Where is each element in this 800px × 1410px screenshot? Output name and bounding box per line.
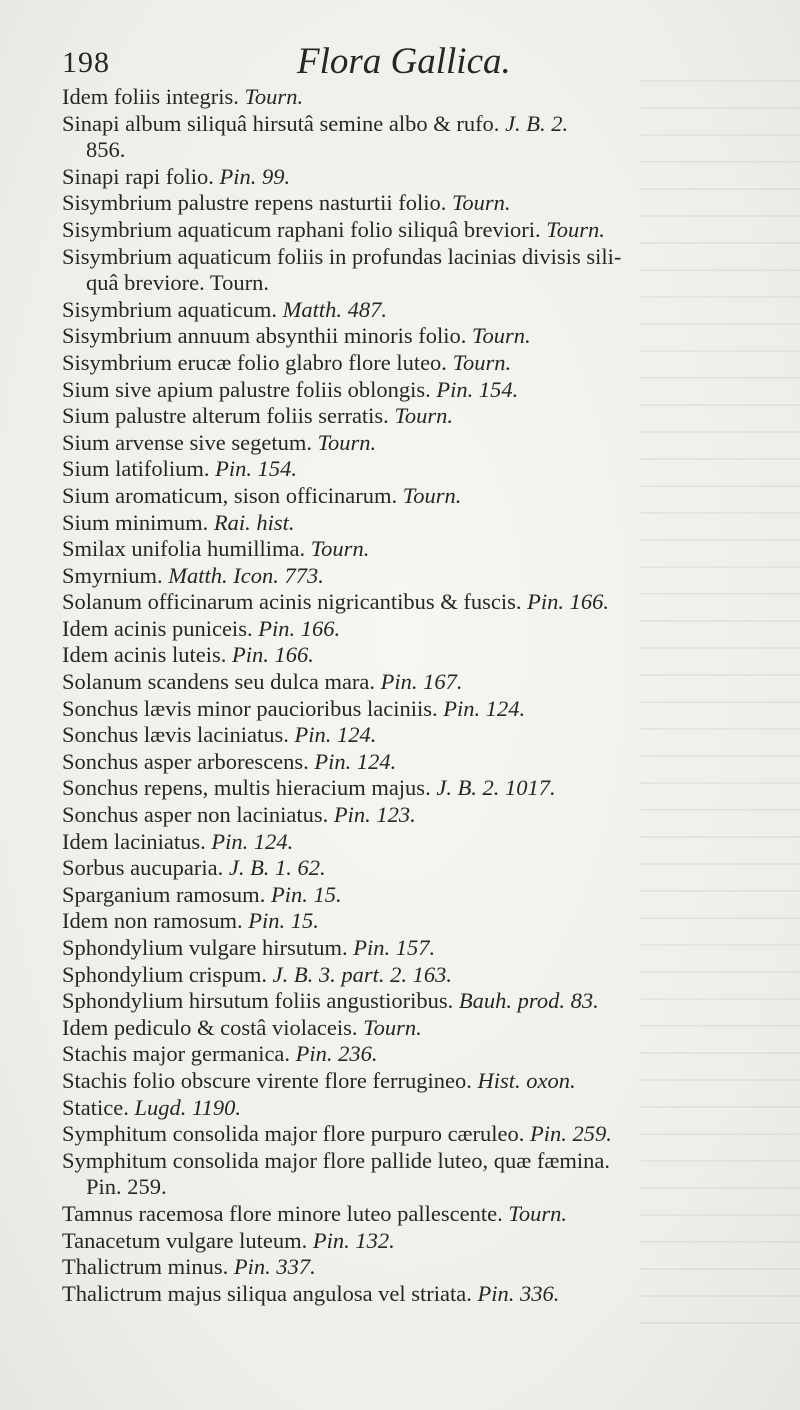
entry-reference: Pin. 259. (530, 1121, 612, 1147)
entry-reference: Pin. 167. (380, 669, 463, 695)
entry-list (62, 84, 762, 1307)
entry-text: Sonchus asper arborescens. (62, 748, 309, 774)
entry-reference: Pin. 166. (258, 615, 341, 641)
list-item (62, 510, 762, 537)
entry-text: Sphondylium crispum. (62, 961, 268, 987)
entry-text: Tamnus racemosa flore minore luteo pallescente. (62, 1200, 503, 1226)
entry-text: Sinapi rapi folio. (62, 163, 214, 189)
list-item (62, 1121, 762, 1148)
list-item (62, 1015, 762, 1042)
entry-text: Idem acinis luteis. (62, 642, 227, 668)
entry-text: Sphondylium vulgare hirsutum. (62, 935, 348, 960)
entry-text: Tanacetum vulgare luteum. (62, 1227, 308, 1253)
entry-reference: Tourn. (452, 349, 512, 375)
page-header (62, 40, 740, 90)
list-item (62, 244, 762, 297)
list-item (62, 1095, 762, 1122)
list-item (62, 350, 762, 377)
running-title: Flora Gallica. (297, 41, 511, 82)
entry-reference: Tourn. (451, 190, 511, 216)
list-item (62, 616, 762, 643)
entry-reference: Pin. 124. (443, 695, 526, 721)
list-item (62, 84, 762, 111)
list-item (62, 908, 762, 935)
entry-text: Sisymbrium aquaticum. (62, 296, 277, 322)
entry-text: Sonchus repens, multis hieracium majus. (62, 775, 431, 801)
list-item (62, 1201, 762, 1228)
entry-reference: Pin. 337. (233, 1254, 316, 1280)
list-item (62, 669, 762, 696)
entry-reference: Pin. 124. (294, 722, 377, 748)
list-item (62, 1228, 762, 1255)
entry-reference: J. B. 1. 62. (228, 855, 326, 881)
list-item (62, 377, 762, 404)
entry-reference: Pin. 15. (270, 881, 342, 907)
entry-continuation: 856. (86, 137, 126, 163)
entry-text: Sonchus lævis minor paucioribus laciniis. (62, 695, 438, 721)
entry-reference: Pin. 166. (527, 589, 610, 615)
list-item (62, 563, 762, 590)
list-item (62, 855, 762, 882)
entry-text: Idem pediculo & costâ violaceis. (62, 1014, 358, 1040)
entry-text: Sparganium ramosum. (62, 881, 266, 907)
entry-reference: Matth. Icon. 773. (168, 562, 324, 588)
list-item (62, 962, 762, 989)
entry-reference: Pin. 124. (211, 828, 294, 854)
entry-text: Sisymbrium erucæ folio glabro flore luteo. (62, 349, 447, 375)
entry-reference: Pin. 99. (219, 163, 291, 189)
entry-reference: Hist. oxon. (477, 1067, 576, 1093)
list-item (62, 988, 762, 1015)
entry-reference: Tourn. (402, 482, 462, 508)
list-item (62, 775, 762, 802)
entry-text: Sium minimum. (62, 509, 209, 535)
entry-text: Sium palustre alterum foliis serratis. (62, 403, 389, 429)
list-item (62, 1068, 762, 1095)
list-item (62, 483, 762, 510)
list-item (62, 297, 762, 324)
list-item (62, 217, 762, 244)
entry-reference: Tourn. (472, 323, 531, 349)
entry-text: Sium latifolium. (62, 456, 210, 482)
entry-reference: Tourn. (508, 1200, 567, 1226)
entry-reference: Tourn. (546, 216, 605, 242)
list-item (62, 882, 762, 909)
entry-reference: Pin. 166. (231, 642, 314, 668)
entry-text: Sium arvense sive segetum. (62, 429, 312, 455)
entry-reference: Pin. 236. (295, 1041, 378, 1067)
list-item (62, 111, 762, 164)
entry-text: Symphitum consolida major flore purpuro cæruleo. (62, 1121, 525, 1147)
entry-reference: Pin. 124. (314, 748, 397, 774)
list-item (62, 749, 762, 776)
entry-reference: Tourn. (244, 84, 304, 109)
entry-text: Smyrnium. (62, 562, 163, 588)
entry-text: Stachis folio obscure virente flore ferrugineo. (62, 1067, 472, 1093)
list-item (62, 802, 762, 829)
entry-reference: Tourn. (317, 429, 377, 455)
entry-text: Sorbus aucuparia. (62, 855, 224, 881)
entry-text: Sisymbrium annuum absynthii minoris folio. (62, 323, 467, 349)
entry-reference: Tourn. (363, 1014, 422, 1040)
list-item (62, 642, 762, 669)
entry-text: Idem laciniatus. (62, 828, 206, 854)
entry-continuation: quâ breviore. Tourn. (86, 270, 269, 296)
entry-reference: Matth. 487. (282, 296, 387, 322)
entry-reference: Pin. 336. (477, 1280, 560, 1306)
entry-text: Sium sive apium palustre foliis oblongis. (62, 376, 431, 402)
list-item (62, 1254, 762, 1281)
entry-text: Idem acinis puniceis. (62, 615, 253, 641)
entry-text: Sium aromaticum, sison officinarum. (62, 482, 398, 508)
entry-text: Sonchus asper non laciniatus. (62, 802, 329, 828)
entry-reference: Tourn. (394, 403, 454, 429)
entry-text: Solanum officinarum acinis nigricantibus & fuscis. (62, 589, 522, 615)
list-item (62, 1281, 762, 1308)
list-item (62, 456, 762, 483)
entry-reference: Pin. 154. (436, 376, 519, 402)
entry-reference: Pin. 132. (312, 1227, 395, 1253)
list-item (62, 1148, 762, 1201)
list-item (62, 696, 762, 723)
entry-reference: J. B. 2. (505, 110, 569, 136)
list-item (62, 536, 762, 563)
entry-reference: Bauh. prod. 83. (458, 988, 599, 1014)
entry-text: Solanum scandens seu dulca mara. (62, 669, 376, 695)
entry-text: Sisymbrium aquaticum raphani folio siliquâ breviori. (62, 216, 541, 242)
entry-text: Stachis major germanica. (62, 1041, 291, 1067)
list-item (62, 430, 762, 457)
entry-text: Thalictrum minus. (62, 1254, 229, 1280)
list-item (62, 190, 762, 217)
entry-text: Idem non ramosum. (62, 908, 243, 934)
entry-text: Sisymbrium palustre repens nasturtii folio. (62, 190, 447, 216)
entry-reference: Pin. 154. (215, 456, 298, 482)
list-item (62, 589, 762, 616)
list-item (62, 935, 762, 962)
list-item (62, 829, 762, 856)
entry-continuation: Pin. 259. (86, 1174, 167, 1200)
entry-text: Thalictrum majus siliqua angulosa vel striata. (62, 1280, 472, 1306)
entry-reference: J. B. 2. 1017. (436, 775, 556, 801)
list-item (62, 403, 762, 430)
entry-text: Idem foliis integris. (62, 84, 239, 109)
entry-reference: Lugd. 1190. (134, 1094, 241, 1120)
entry-reference: J. B. 3. part. 2. 163. (272, 961, 453, 987)
entry-reference: Pin. 15. (248, 908, 319, 934)
entry-text: Sinapi album siliquâ hirsutâ semine albo & rufo. (62, 110, 500, 136)
entry-text: Smilax unifolia humillima. (62, 536, 306, 562)
list-item (62, 323, 762, 350)
page-number: 198 (62, 46, 110, 79)
list-item (62, 164, 762, 191)
entry-reference: Rai. hist. (213, 509, 295, 535)
entry-text: Sonchus lævis laciniatus. (62, 722, 289, 748)
entry-text: Statice. (62, 1094, 129, 1120)
entry-reference: Tourn. (310, 536, 370, 562)
entry-text: Sphondylium hirsutum foliis angustioribus. (62, 988, 454, 1014)
entry-text: Symphitum consolida major flore pallide luteo, quæ fæmina. (62, 1147, 611, 1173)
entry-reference: Pin. 123. (333, 802, 416, 828)
entry-reference: Pin. 157. (353, 935, 436, 960)
entry-text: Sisymbrium aquaticum foliis in profundas lacinias divisis sili- (62, 243, 622, 269)
list-item (62, 722, 762, 749)
list-item (62, 1041, 762, 1068)
